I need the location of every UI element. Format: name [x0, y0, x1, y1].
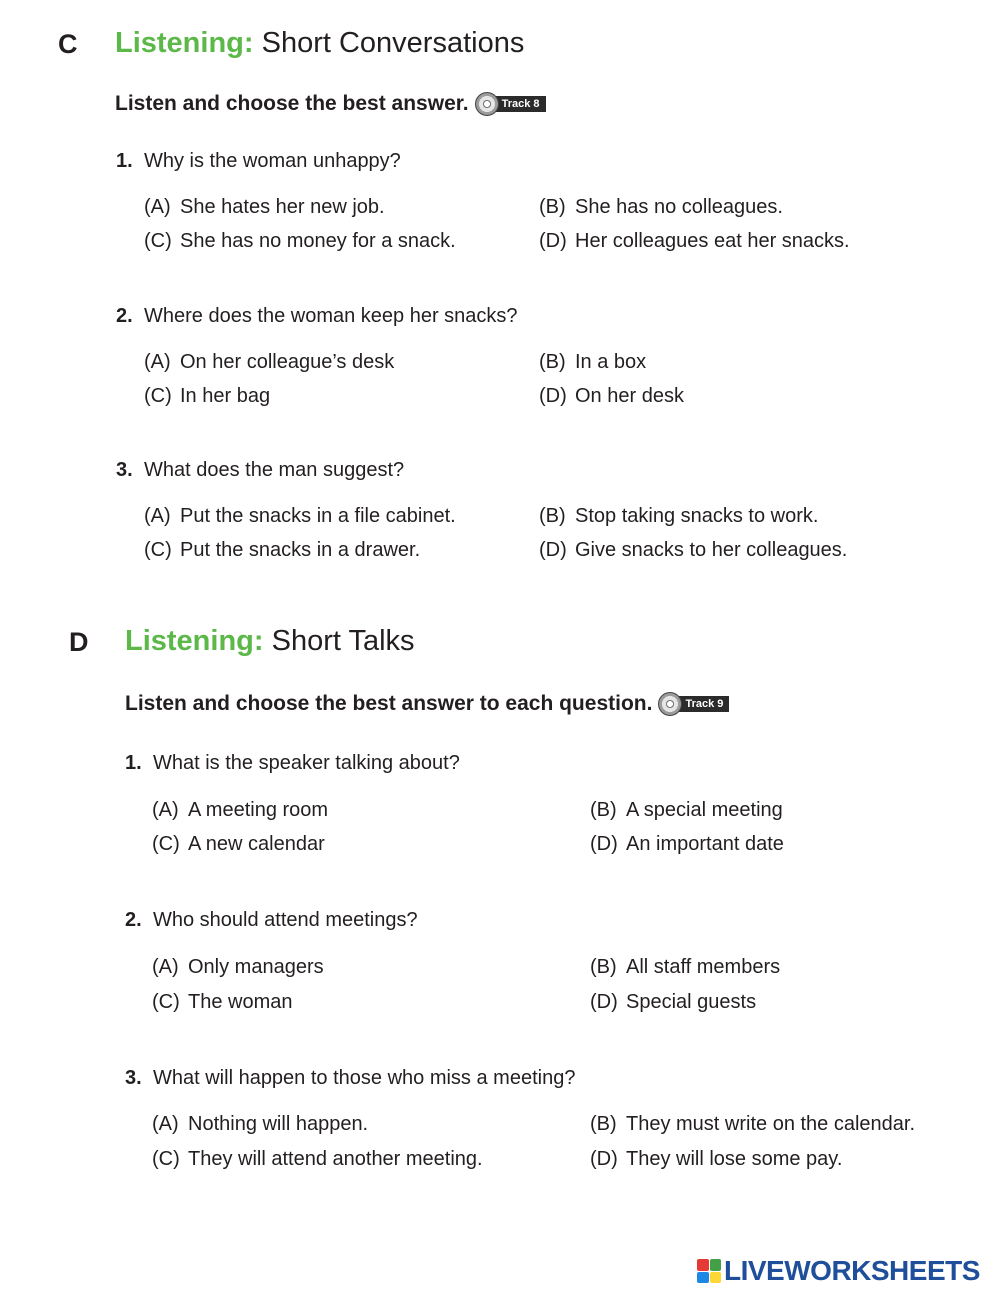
instruction-text: Listen and choose the best answer.	[115, 92, 469, 115]
option-letter: (D)	[539, 539, 567, 561]
option-text: In a box	[575, 351, 647, 373]
option-letter: (C)	[152, 833, 180, 855]
option-letter: (A)	[152, 1113, 179, 1135]
option-a[interactable]	[152, 1113, 368, 1136]
option-c[interactable]	[144, 539, 420, 562]
option-text: On her desk	[575, 385, 684, 407]
section-letter: D	[69, 627, 89, 657]
option-letter: (B)	[590, 956, 617, 978]
option-d[interactable]	[590, 1148, 842, 1171]
option-text: On her colleague’s desk	[180, 351, 395, 373]
option-text: A special meeting	[626, 799, 783, 821]
option-letter: (C)	[144, 385, 172, 407]
question-line	[125, 909, 418, 932]
audio-track-badge[interactable]	[658, 692, 729, 716]
option-letter: (C)	[144, 539, 172, 561]
option-text: They will attend another meeting.	[188, 1148, 483, 1170]
logo-blocks-icon	[697, 1259, 721, 1283]
option-b[interactable]	[590, 799, 783, 822]
option-letter: (B)	[590, 799, 617, 821]
question-text: What will happen to those who miss a meeting?	[153, 1067, 576, 1089]
option-letter: (A)	[144, 505, 171, 527]
question-line	[125, 1067, 575, 1090]
option-letter: (A)	[152, 799, 179, 821]
logo-block	[697, 1272, 709, 1284]
question-line	[116, 150, 401, 173]
option-a[interactable]	[144, 351, 394, 374]
option-d[interactable]	[539, 539, 847, 562]
track-label: Track 8	[490, 96, 546, 112]
option-letter: (D)	[590, 1148, 618, 1170]
option-b[interactable]	[539, 196, 783, 219]
option-letter: (B)	[539, 505, 566, 527]
logo-block	[697, 1259, 709, 1271]
option-letter: (C)	[144, 230, 172, 252]
option-text: They must write on the calendar.	[626, 1113, 916, 1135]
question-text: What is the speaker talking about?	[153, 752, 460, 774]
question-text: Who should attend meetings?	[153, 909, 418, 931]
option-a[interactable]	[144, 196, 385, 219]
option-c[interactable]	[152, 991, 293, 1014]
option-text: Put the snacks in a file cabinet.	[180, 505, 456, 527]
section-title	[115, 27, 524, 60]
question-line	[116, 459, 404, 482]
instruction-text: Listen and choose the best answer to each question.	[125, 692, 653, 715]
option-c[interactable]	[152, 1148, 483, 1171]
question-number: 1.	[116, 150, 133, 172]
option-letter: (D)	[539, 385, 567, 407]
option-letter: (B)	[590, 1113, 617, 1135]
section-title	[125, 625, 415, 658]
option-d[interactable]	[539, 385, 684, 408]
option-b[interactable]	[539, 351, 646, 374]
option-letter: (C)	[152, 1148, 180, 1170]
question-number: 1.	[125, 752, 142, 774]
option-text: All staff members	[626, 956, 781, 978]
option-letter: (D)	[590, 991, 618, 1013]
option-c[interactable]	[144, 385, 270, 408]
option-text: A meeting room	[188, 799, 329, 821]
option-text: Her colleagues eat her snacks.	[575, 230, 850, 252]
liveworksheets-logo[interactable]	[697, 1255, 980, 1287]
instruction	[115, 92, 546, 116]
option-text: Put the snacks in a drawer.	[180, 539, 421, 561]
logo-block	[710, 1259, 722, 1271]
option-letter: (B)	[539, 351, 566, 373]
option-a[interactable]	[144, 505, 456, 528]
option-c[interactable]	[144, 230, 456, 253]
option-text: Only managers	[188, 956, 324, 978]
question-line	[116, 305, 518, 328]
cd-icon	[658, 692, 682, 716]
option-b[interactable]	[590, 1113, 915, 1136]
option-letter: (C)	[152, 991, 180, 1013]
title-rest: Short Conversations	[253, 27, 525, 59]
question-text: Where does the woman keep her snacks?	[144, 305, 518, 327]
option-letter: (D)	[590, 833, 618, 855]
option-text: She has no colleagues.	[575, 196, 783, 218]
track-label: Track 9	[673, 696, 729, 712]
option-text: They will lose some pay.	[626, 1148, 843, 1170]
option-a[interactable]	[152, 956, 324, 979]
question-number: 2.	[116, 305, 133, 327]
option-text: A new calendar	[188, 833, 325, 855]
audio-track-badge[interactable]	[475, 92, 546, 116]
option-text: In her bag	[180, 385, 271, 407]
option-d[interactable]	[590, 833, 784, 856]
option-d[interactable]	[539, 230, 850, 253]
question-text: What does the man suggest?	[144, 459, 405, 481]
title-keyword: Listening:	[125, 625, 264, 657]
option-letter: (D)	[539, 230, 567, 252]
logo-text: LIVEWORKSHEETS	[724, 1255, 980, 1286]
option-a[interactable]	[152, 799, 328, 822]
cd-icon	[475, 92, 499, 116]
option-text: The woman	[188, 991, 293, 1013]
question-line	[125, 752, 460, 775]
option-text: She has no money for a snack.	[180, 230, 456, 252]
option-letter: (B)	[539, 196, 566, 218]
option-b[interactable]	[590, 956, 780, 979]
option-letter: (A)	[144, 351, 171, 373]
option-b[interactable]	[539, 505, 818, 528]
option-d[interactable]	[590, 991, 756, 1014]
option-text: Stop taking snacks to work.	[575, 505, 819, 527]
option-text: Special guests	[626, 991, 757, 1013]
option-c[interactable]	[152, 833, 325, 856]
title-keyword: Listening:	[115, 27, 254, 59]
option-text: An important date	[626, 833, 784, 855]
question-number: 2.	[125, 909, 142, 931]
question-number: 3.	[116, 459, 133, 481]
option-letter: (A)	[144, 196, 171, 218]
option-letter: (A)	[152, 956, 179, 978]
section-letter: C	[58, 29, 78, 59]
instruction	[125, 692, 729, 716]
logo-block	[710, 1272, 722, 1284]
title-rest: Short Talks	[263, 625, 415, 657]
option-text: She hates her new job.	[180, 196, 385, 218]
question-number: 3.	[125, 1067, 142, 1089]
question-text: Why is the woman unhappy?	[144, 150, 401, 172]
option-text: Give snacks to her colleagues.	[575, 539, 848, 561]
option-text: Nothing will happen.	[188, 1113, 369, 1135]
